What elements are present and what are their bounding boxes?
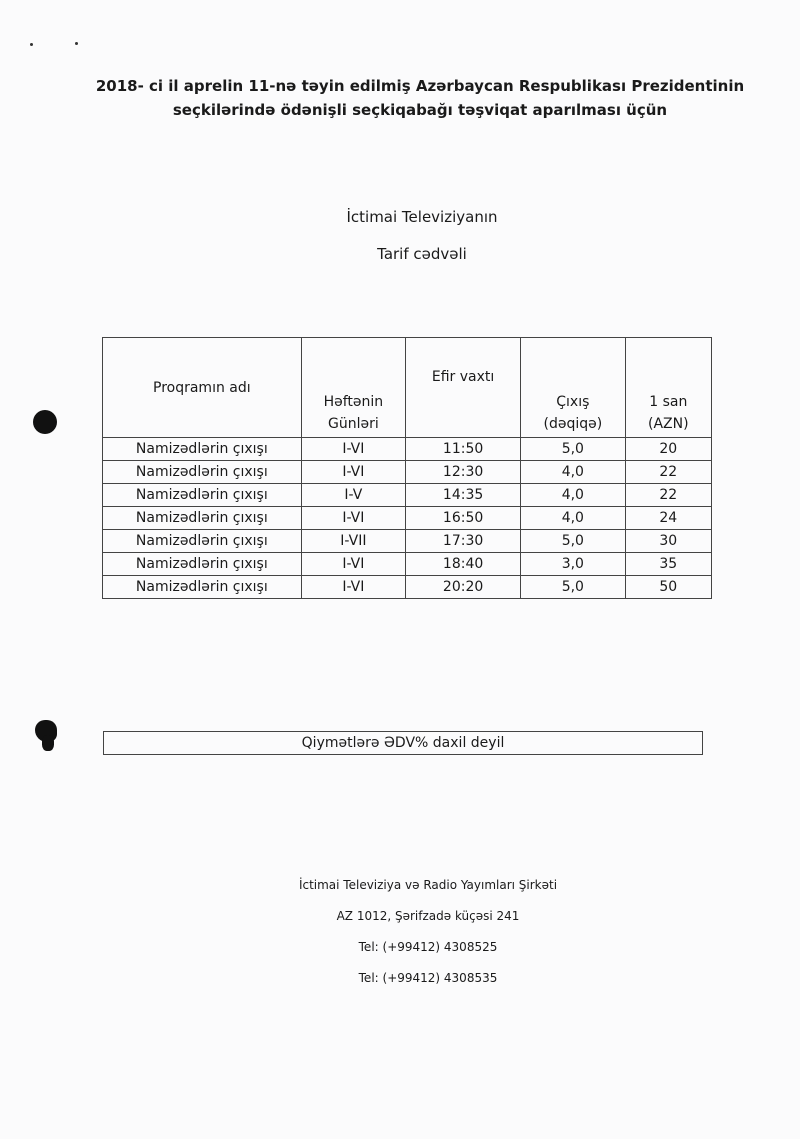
header-week-days	[301, 338, 405, 438]
scan-speck	[75, 42, 78, 45]
cell-program-name: Namizədlərin çıxışı	[103, 461, 302, 484]
cell-duration: 5,0	[521, 438, 625, 461]
cell-week-days: I-VII	[301, 530, 405, 553]
table-row	[103, 530, 712, 553]
cell-week-days: I-VI	[301, 438, 405, 461]
cell-week-days: I-VI	[301, 461, 405, 484]
cell-program-name: Namizədlərin çıxışı	[103, 507, 302, 530]
cell-price: 20	[625, 438, 711, 461]
scan-speck	[30, 43, 33, 46]
cell-program-name: Namizədlərin çıxışı	[103, 530, 302, 553]
cell-week-days: I-VI	[301, 507, 405, 530]
header-program-name-label: Proqramın adı	[153, 379, 251, 396]
header-air-time	[406, 338, 521, 438]
cell-program-name: Namizədlərin çıxışı	[103, 553, 302, 576]
organization-title: İctimai Televiziyanın	[346, 208, 498, 226]
table-row	[103, 576, 712, 599]
cell-air-time: 18:40	[406, 553, 521, 576]
header-week-days-line-2: Günləri	[327, 416, 379, 432]
heading-line-1: 2018- ci il aprelin 11-nə təyin edilmiş Azərbaycan Respublikası Prezidentinin	[95, 77, 745, 95]
header-price-line-2: (AZN)	[647, 416, 689, 432]
cell-air-time: 20:20	[406, 576, 521, 599]
header-duration-line-1: Çıxış	[556, 394, 590, 410]
header-price	[625, 338, 711, 438]
table-row	[103, 461, 712, 484]
header-week-days-line-1: Həftənin	[323, 394, 384, 410]
table-header-row	[103, 338, 712, 438]
cell-week-days: I-VI	[301, 553, 405, 576]
cell-air-time: 11:50	[406, 438, 521, 461]
heading-line-2: seçkilərində ödənişli seçkiqabağı təşviqat aparılması üçün	[172, 101, 668, 119]
footer-company: İctimai Televiziya və Radio Yayımları Şirkəti	[298, 878, 558, 892]
cell-program-name: Namizədlərin çıxışı	[103, 576, 302, 599]
cell-price: 50	[625, 576, 711, 599]
cell-duration: 3,0	[521, 553, 625, 576]
vat-note: Qiymətlərə ƏDV% daxil deyil	[103, 731, 703, 755]
cell-duration: 5,0	[521, 530, 625, 553]
header-duration	[521, 338, 625, 438]
punch-hole	[33, 410, 57, 434]
cell-program-name: Namizədlərin çıxışı	[103, 438, 302, 461]
cell-duration: 5,0	[521, 576, 625, 599]
cell-air-time: 17:30	[406, 530, 521, 553]
header-program-name	[103, 338, 302, 438]
cell-duration: 4,0	[521, 461, 625, 484]
cell-air-time: 16:50	[406, 507, 521, 530]
table-row	[103, 507, 712, 530]
cell-week-days: I-VI	[301, 576, 405, 599]
footer-phone-1: Tel: (+99412) 4308525	[358, 940, 498, 954]
cell-air-time: 12:30	[406, 461, 521, 484]
cell-price: 22	[625, 461, 711, 484]
cell-air-time: 14:35	[406, 484, 521, 507]
header-duration-line-2: (dəqiqə)	[543, 416, 603, 432]
footer-phone-2: Tel: (+99412) 4308535	[358, 971, 498, 985]
table-row	[103, 484, 712, 507]
cell-price: 24	[625, 507, 711, 530]
cell-week-days: I-V	[301, 484, 405, 507]
header-air-time-label: Efir vaxtı	[431, 369, 495, 385]
header-price-line-1: 1 san	[649, 394, 688, 410]
table-title: Tarif cədvəli	[377, 245, 467, 263]
cell-price: 30	[625, 530, 711, 553]
cell-price: 35	[625, 553, 711, 576]
cell-duration: 4,0	[521, 507, 625, 530]
cell-program-name: Namizədlərin çıxışı	[103, 484, 302, 507]
table-row	[103, 553, 712, 576]
punch-hole	[42, 735, 54, 751]
cell-duration: 4,0	[521, 484, 625, 507]
table-row	[103, 438, 712, 461]
tariff-table	[102, 337, 712, 599]
footer-address: AZ 1012, Şərifzadə küçəsi 241	[336, 909, 520, 923]
document-heading	[60, 74, 780, 122]
cell-price: 22	[625, 484, 711, 507]
